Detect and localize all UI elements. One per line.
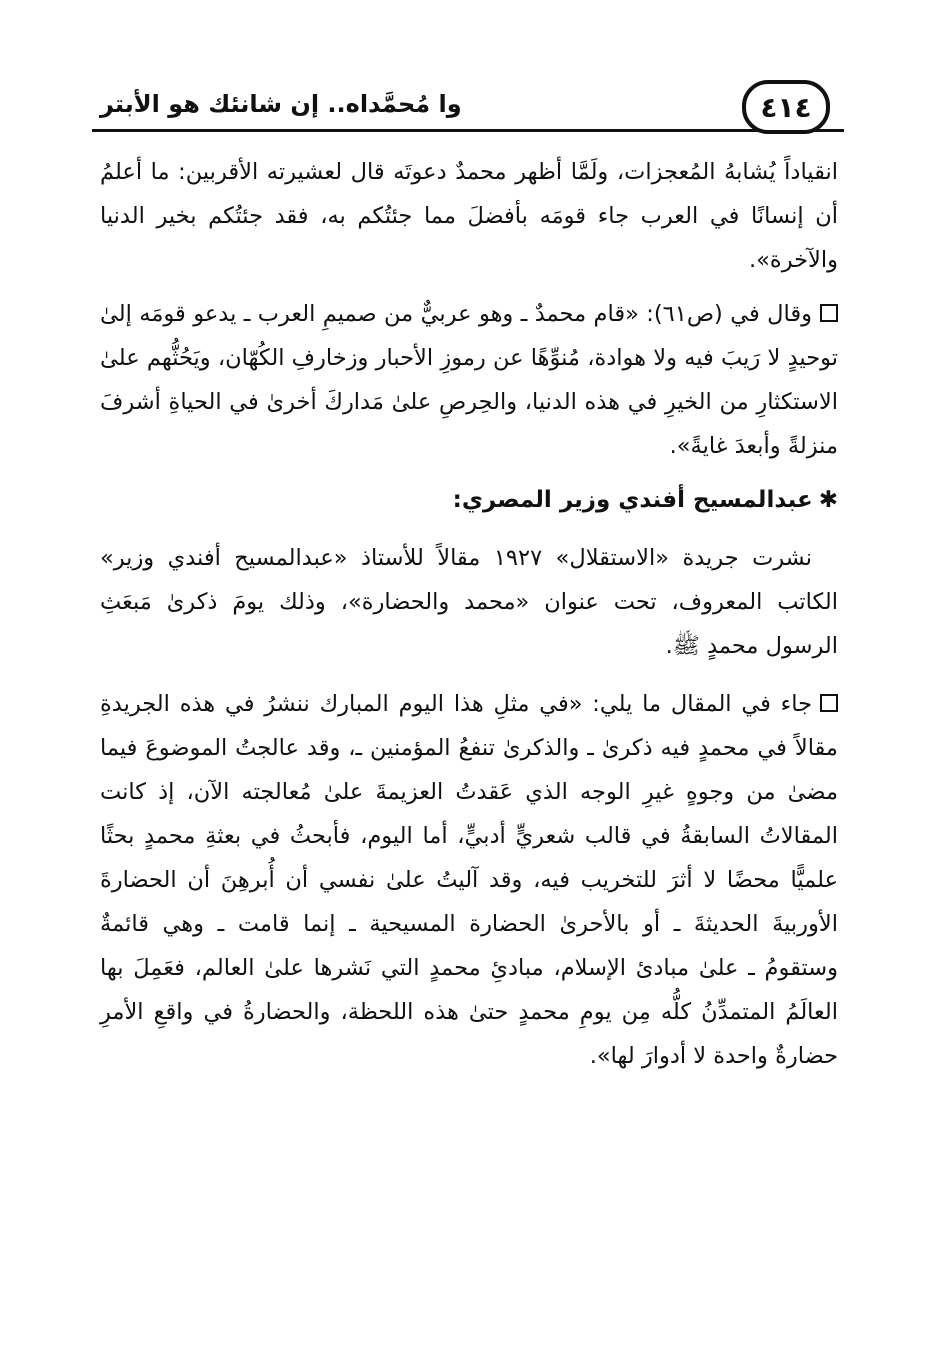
running-title: وا مُحمَّداه.. إن شانئك هو الأبتر — [100, 90, 462, 118]
section-heading — [100, 478, 838, 522]
page-header — [92, 78, 844, 140]
square-marker-icon — [820, 694, 838, 712]
paragraph-quote-2 — [100, 682, 838, 1078]
asterisk-icon: ✱ — [818, 487, 838, 513]
paragraph-text: وقال في (ص٦١): «قام محمدٌ ـ وهو عربيٌّ من صميمِ العرب ـ يدعو قومَه إلىٰ توحيدٍ لا رَيبَ فيه ولا هوادة، مُنوِّهًا عن رموزِ الأحبار وزخارفِ الكُهّان، ويَحُثُّهم علىٰ الاستكثارِ من الخيرِ في هذه الدنيا، والحِرصِ علىٰ مَداركَ أخرىٰ في الحياةِ أشرفَ منزلةً وأبعدَ غايةً». — [100, 301, 838, 459]
header-rule — [92, 129, 844, 132]
section-heading-text: عبدالمسيح أفندي وزير المصري: — [452, 487, 813, 513]
page-body — [100, 150, 838, 1088]
paragraph-continuation — [100, 150, 838, 282]
paragraph-quote-1 — [100, 292, 838, 468]
square-marker-icon — [820, 304, 838, 322]
paragraph-text: انقياداً يُشابهُ المُعجزات، ولَمَّا أظهر محمدٌ دعوتَه قال لعشيرته الأقربين: ما أعلمُ أن إنسانًا في العرب جاء قومَه بأفضلَ مما جئتُكم به، فقد جئتُكم بخير الدنيا والآخرة». — [100, 159, 838, 273]
paragraph-intro — [100, 536, 838, 668]
page-number: ٤١٤ — [742, 80, 830, 134]
paragraph-text: جاء في المقال ما يلي: «في مثلِ هذا اليوم المبارك ننشرُ في هذه الجريدةِ مقالاً في محمدٍ فيه ذكرىٰ ـ والذكرىٰ تنفعُ المؤمنين ـ، وقد عالجتُ الموضوعَ فيما مضىٰ من وجوهٍ غيرِ الوجه الذي عَقدتُ العزيمةَ علىٰ مُعالجته الآن، إذ كانت المقالاتُ السابقةُ في قالب شعريٍّ أدبيٍّ، أما اليوم، فأبحثُ في بعثةِ محمدٍ بحثًا علميًّا محضًا لا أثرَ للتخريب فيه، وقد آليتُ علىٰ نفسي أن أُبرهِنَ أن الحضارةَ الأوربيةَ الحديثةَ ـ أو بالأحرىٰ الحضارة المسيحية ـ إنما قامت ـ وهي قائمةٌ وستقومُ ـ علىٰ مبادئ الإسلام، مبادئِ محمدٍ التي نَشرها علىٰ العالم، فعَمِلَ بها العالَمُ المتمدِّنُ كلُّه مِن يومِ محمدٍ حتىٰ هذه اللحظة، والحضارةُ في واقعِ الأمرِ حضارةٌ واحدة لا أدوارَ لها». — [100, 691, 838, 1069]
paragraph-text: نشرت جريدة «الاستقلال» ١٩٢٧ مقالاً للأستاذ «عبدالمسيح أفندي وزير» الكاتب المعروف، تحت عنوان «محمد والحضارة»، وذلك يومَ ذكرىٰ مَبعَثِ الرسول محمدٍ ﷺ. — [100, 545, 838, 659]
